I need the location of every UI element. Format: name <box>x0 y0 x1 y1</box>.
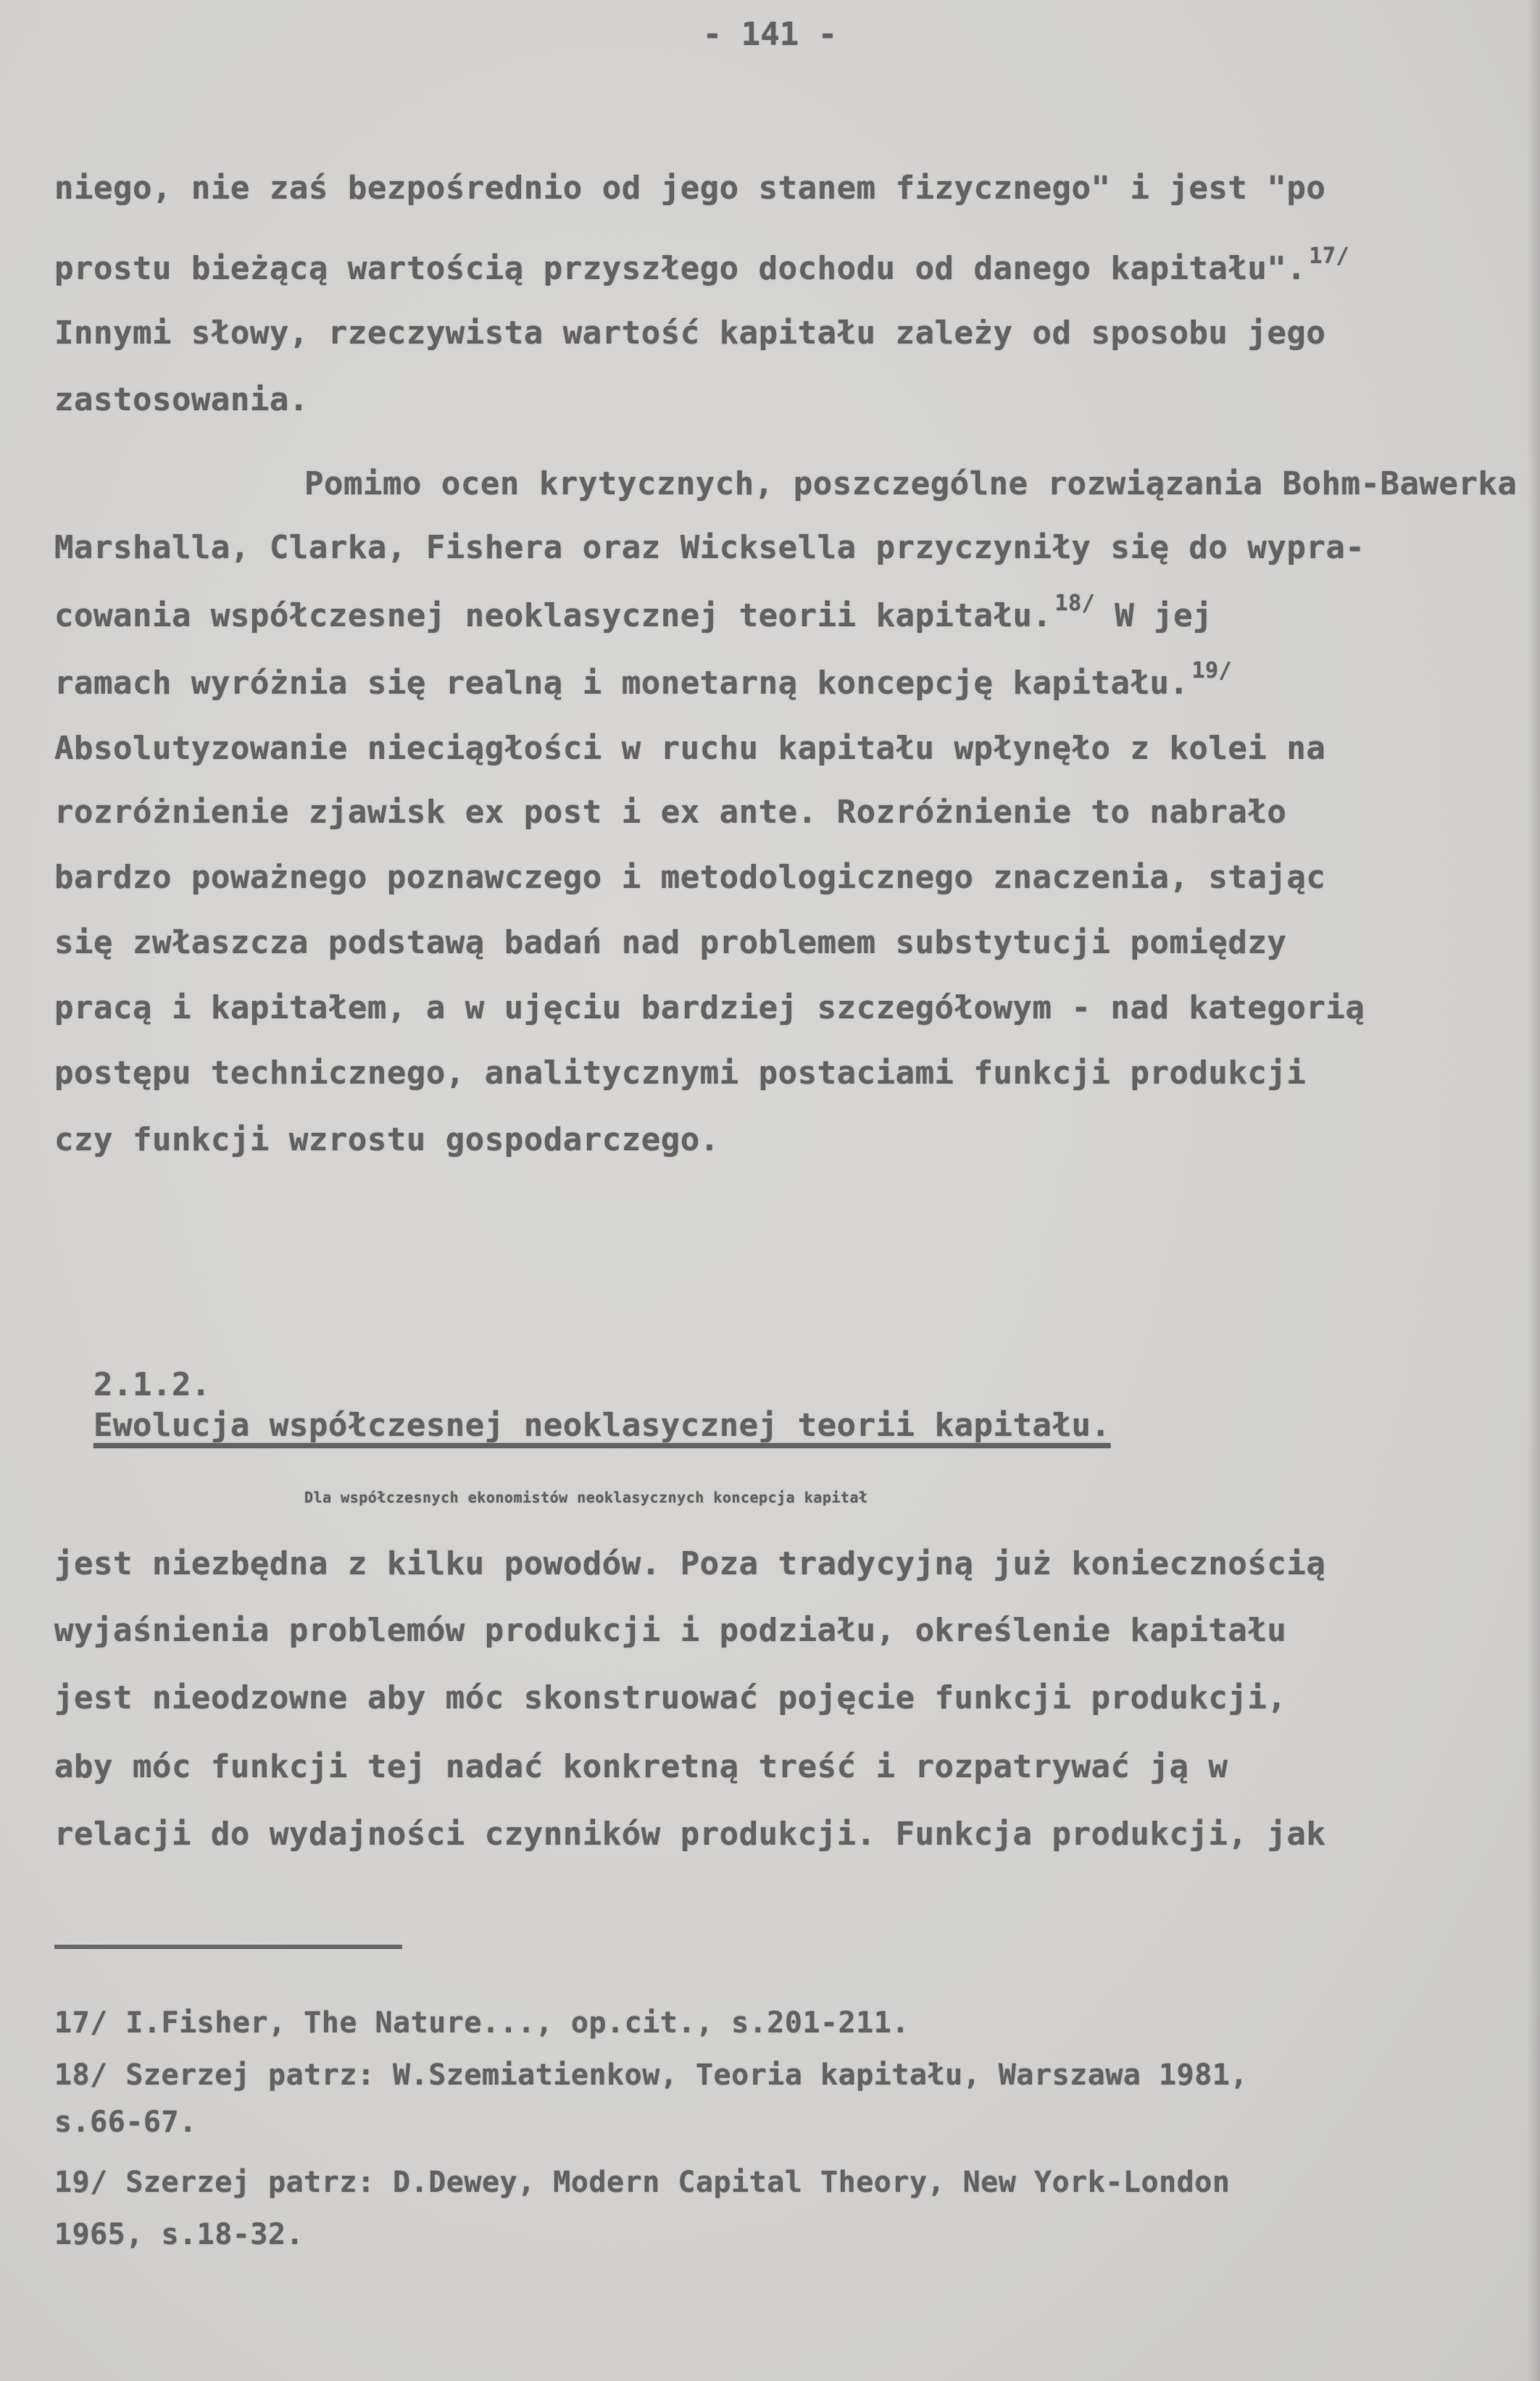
body-line: Absolutyzowanie nieciągłości w ruchu kapitału wpłynęło z kolei na <box>54 730 1326 767</box>
body-line: bardzo poważnego poznawczego i metodologicznego znaczenia, stając <box>54 859 1326 896</box>
body-line: aby móc funkcji tej nadać konkretną treść i rozpatrywać ją w <box>54 1748 1228 1785</box>
footnote-18-continued: s.66-67. <box>54 2106 197 2139</box>
body-line: Innymi słowy, rzeczywista wartość kapitału zależy od sposobu jego <box>54 315 1326 352</box>
section-heading <box>54 1324 1110 1446</box>
page-edge-shadow <box>1527 0 1540 2381</box>
body-line: postępu technicznego, analitycznymi postaciami funkcji produkcji <box>54 1055 1307 1092</box>
body-line: czy funkcji wzrostu gospodarczego. <box>54 1121 720 1158</box>
footnote-ref-19[interactable]: 19/ <box>1191 658 1233 683</box>
body-line: rozróżnienie zjawisk ex post i ex ante. Rozróżnienie to nabrało <box>54 794 1287 831</box>
footnote-17: 17/ I.Fisher, The Nature..., op.cit., s.201-211. <box>54 2006 910 2040</box>
body-line: cowania współczesnej neoklasycznej teorii kapitału. $^{18/}$ W jej <box>54 591 1213 634</box>
body-line: zastosowania. <box>54 381 309 418</box>
page-number: - 141 - <box>702 16 838 53</box>
body-line: pracą i kapitałem, a w ujęciu bardziej szczegółowym - nad kategorią <box>54 989 1365 1026</box>
footnote-19: 19/ Szerzej patrz: D.Dewey, Modern Capital Theory, New York-London <box>54 2166 1231 2199</box>
body-line: niego, nie zaś bezpośrednio od jego stanem fizycznego" i jest "po <box>54 170 1326 207</box>
body-line: prostu bieżącą wartością przyszłego dochodu od danego kapitału". $^{17/}$ <box>54 244 1350 287</box>
body-line: Marshalla, Clarka, Fishera oraz Wicksella przyczyniły się do wypra- <box>54 529 1365 566</box>
section-title: Ewolucja współczesnej neoklasycznej teorii kapitału. <box>93 1407 1111 1444</box>
body-line: wyjaśnienia problemów produkcji i podziału, określenie kapitału <box>54 1612 1287 1649</box>
footnote-18: 18/ Szerzej patrz: W.Szemiatienkow, Teoria kapitału, Warszawa 1981, <box>54 2058 1248 2092</box>
body-line: relacji do wydajności czynników produkcji. Funkcja produkcji, jak <box>54 1816 1326 1853</box>
footnote-ref-17[interactable]: 17/ <box>1309 244 1350 269</box>
body-line: jest niezbędna z kilku powodów. Poza tradycyjną już koniecznością <box>54 1545 1326 1582</box>
body-line: się zwłaszcza podstawą badań nad problemem substytucji pomiędzy <box>54 924 1287 961</box>
footnote-ref-18[interactable]: 18/ <box>1054 591 1096 616</box>
paragraph-first-line: Pomimo ocen krytycznych, poszczególne rozwiązania Bohm-Bawerka <box>304 465 1518 502</box>
paragraph-first-line: Dla współczesnych ekonomistów neoklasycznych koncepcja kapitał <box>304 1489 868 1506</box>
body-line: ramach wyróżnia się realną i monetarną koncepcję kapitału. $^{19/}$ <box>54 658 1233 702</box>
body-line: jest nieodzowne aby móc skonstruować pojęcie funkcji produkcji, <box>54 1679 1287 1716</box>
section-number: 2.1.2. <box>93 1366 211 1403</box>
footnote-separator <box>54 1945 402 1949</box>
footnote-19-continued: 1965, s.18-32. <box>54 2218 304 2251</box>
